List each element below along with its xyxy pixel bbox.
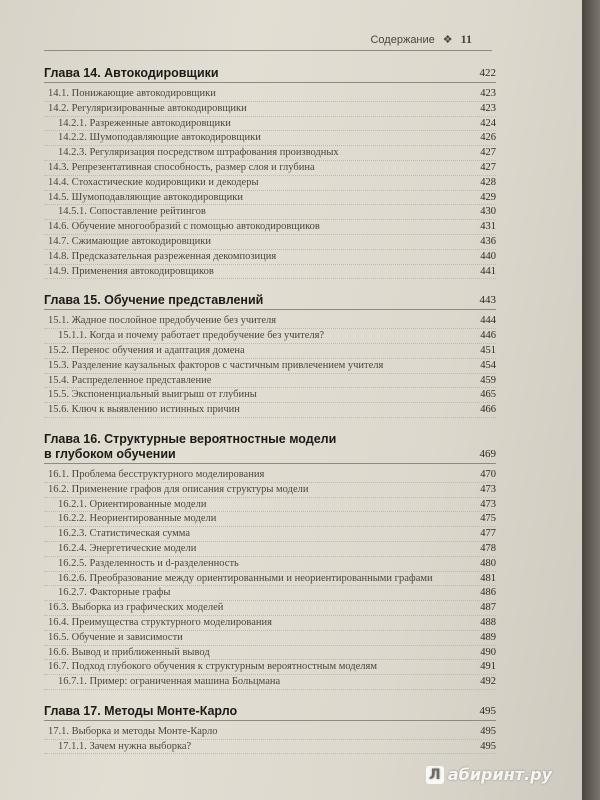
toc-entry-title: 16.2.3. Статистическая сумма [58,528,190,540]
toc-entry-page: 423 [480,102,496,114]
toc-entry [44,329,496,344]
toc-entry-page: 451 [480,344,496,356]
chapter-title: Глава 17. Методы Монте-Карло [44,703,238,718]
toc-entry [44,191,496,206]
toc-entry-title: 17.1.1. Зачем нужна выборка? [58,740,192,752]
toc-entry-page: 465 [480,389,496,401]
toc-entry-title: 15.1. Жадное послойное предобучение без учителя [48,315,277,327]
toc-entry [44,542,496,557]
toc-entry [44,220,496,235]
toc-chapter [44,66,496,279]
toc-entry-title: 15.4. Распределенное представление [48,374,212,386]
toc-entry [44,131,496,146]
toc-entry-title: 15.1.1. Когда и почему работает предобучение без учителя? [58,330,325,342]
toc-entry-page: 490 [480,646,496,658]
chapter-page-number: 443 [479,294,496,307]
chapter-heading [44,704,496,721]
toc-entry-page: 424 [480,117,496,129]
toc-entry-page: 473 [480,483,496,495]
toc-entry-title: 14.2.1. Разреженные автокодировщики [58,117,231,129]
toc-entry-title: 17.1. Выборка и методы Монте-Карло [48,725,218,737]
toc-entry [44,87,496,102]
chapter-title-line: в глубоком обучении [44,446,176,461]
toc-entry-title: 16.2.1. Ориентированные модели [58,498,207,510]
toc-entry [44,250,496,265]
chapter-title-line: Глава 16. Структурные вероятностные модели [44,431,337,446]
toc-entry-title: 16.2.2. Неориентированные модели [58,513,217,525]
page-edge [582,0,600,800]
toc-entry-title: 14.4. Стохастические кодировщики и декодеры [48,176,259,188]
toc-chapter [44,293,496,418]
toc-entry-title: 15.5. Экспоненциальный выигрыш от глубины [48,389,257,401]
chapter-title [44,432,480,462]
toc-entry [44,483,496,498]
toc-entry-title: 16.2.6. Преобразование между ориентированными и неориентированными графами [58,572,433,584]
toc-entry [44,601,496,616]
table-of-contents [44,66,496,768]
toc-entry-page: 477 [480,528,496,540]
toc-entry-page: 475 [480,513,496,525]
running-head [370,32,472,47]
toc-entry-page: 426 [480,132,496,144]
toc-entry [44,344,496,359]
chapter-page-number: 469 [479,447,496,460]
toc-entry-page: 459 [480,374,496,386]
toc-entry-page: 431 [480,221,496,233]
toc-entry [44,205,496,220]
toc-entry [44,102,496,117]
toc-entry [44,146,496,161]
toc-entry-title: 14.6. Обучение многообразий с помощью автокодировщиков [48,221,320,233]
toc-entry [44,176,496,191]
toc-entry-page: 495 [480,740,496,752]
toc-entry-title: 16.2. Применение графов для описания структуры модели [48,483,309,495]
toc-entry-page: 486 [480,587,496,599]
toc-entry-title: 16.2.5. Разделенность и d-разделенность [58,557,239,569]
toc-entry [44,557,496,572]
toc-entry-title: 16.7.1. Пример: ограниченная машина Больцмана [58,676,281,688]
chapter-title: Глава 14. Автокодировщики [44,66,219,80]
toc-entry-title: 16.6. Вывод и приближенный вывод [48,646,210,658]
toc-entry-page: 478 [480,542,496,554]
toc-entry [44,512,496,527]
toc-entry-page: 436 [480,235,496,247]
toc-entry [44,265,496,280]
ornament-icon: ❖ [442,34,453,46]
toc-entry [44,374,496,389]
toc-entry-page: 423 [480,88,496,99]
toc-entry-title: 15.3. Разделение каузальных факторов с частичным привлечением учителя [48,359,384,371]
header-rule [44,50,492,51]
toc-entry-title: 14.5. Шумоподавляющие автокодировщики [48,191,243,203]
toc-entry-page: 444 [480,315,496,327]
toc-entry [44,161,496,176]
toc-entry [44,646,496,661]
toc-entry-page: 430 [480,206,496,218]
toc-entry-title: 14.7. Сжимающие автокодировщики [48,235,211,247]
toc-entry-page: 489 [480,631,496,643]
toc-entry-title: 16.1. Проблема бесструктурного моделирования [48,468,265,480]
chapter-title: Глава 15. Обучение представлений [44,293,264,308]
toc-entry-title: 16.5. Обучение и зависимости [48,631,183,643]
toc-entry-title: 14.1. Понижающие автокодировщики [48,88,216,99]
toc-entry [44,468,496,483]
toc-entry [44,631,496,646]
toc-entry [44,359,496,374]
toc-entry-page: 427 [480,147,496,159]
running-title: Содержание [370,33,435,46]
toc-entry [44,675,496,690]
toc-entry-title: 16.3. Выборка из графических моделей [48,602,224,614]
toc-entry [44,740,496,755]
toc-entry-page: 440 [480,250,496,262]
chapter-heading [44,432,496,464]
toc-entry-page: 488 [480,616,496,628]
toc-entry [44,314,496,329]
toc-entry-page: 487 [480,602,496,614]
toc-entry-page: 441 [480,265,496,277]
toc-entry [44,235,496,250]
toc-entry-title: 16.2.4. Энергетические модели [58,542,197,554]
chapter-heading [44,293,496,310]
chapter-page-number: 422 [479,67,496,79]
toc-entry-page: 495 [480,725,496,737]
toc-entry-title: 14.3. Репрезентативная способность, размер слоя и глубина [48,161,315,173]
toc-entry-title: 16.2.7. Факторные графы [58,587,171,599]
toc-entry-title: 14.5.1. Сопоставление рейтингов [58,206,206,218]
page-number: 11 [460,32,472,46]
toc-entry-title: 14.2. Регуляризированные автокодировщики [48,102,247,114]
toc-entry [44,660,496,675]
toc-entry-page: 428 [480,176,496,188]
toc-chapter [44,432,496,690]
toc-entry-title: 16.7. Подход глубокого обучения к структурным вероятностным моделям [48,661,378,673]
toc-entry-title: 14.2.3. Регуляризация посредством штрафования производных [58,147,339,159]
toc-entry-page: 427 [480,161,496,173]
toc-entry [44,725,496,740]
toc-entry-page: 429 [480,191,496,203]
toc-entry-page: 491 [480,661,496,673]
chapter-heading [44,66,496,83]
toc-entry-title: 14.8. Предсказательная разреженная декомпозиция [48,250,277,262]
toc-entry [44,586,496,601]
labirint-logo-icon: Л [426,766,444,784]
toc-entry-page: 473 [480,498,496,510]
toc-chapter [44,704,496,755]
toc-entry [44,572,496,587]
toc-entry-page: 446 [480,330,496,342]
toc-entry-page: 454 [480,359,496,371]
toc-entry [44,616,496,631]
toc-entry [44,403,496,418]
toc-entry-page: 481 [480,572,496,584]
toc-entry-title: 15.2. Перенос обучения и адаптация домена [48,344,245,356]
toc-entry-page: 492 [480,676,496,688]
toc-entry-title: 14.2.2. Шумоподавляющие автокодировщики [58,132,261,144]
toc-entry-page: 480 [480,557,496,569]
toc-entry [44,498,496,513]
toc-entry-title: 15.6. Ключ к выявлению истинных причин [48,404,240,416]
toc-entry-page: 466 [480,404,496,416]
toc-entry-page: 470 [480,468,496,480]
chapter-page-number: 495 [479,704,496,717]
toc-entry [44,527,496,542]
toc-entry-title: 14.9. Применения автокодировщиков [48,265,214,277]
toc-entry [44,117,496,132]
watermark [426,765,552,784]
watermark-text: абиринт.ру [447,765,552,784]
toc-entry-title: 16.4. Преимущества структурного моделирования [48,616,272,628]
toc-entry [44,388,496,403]
